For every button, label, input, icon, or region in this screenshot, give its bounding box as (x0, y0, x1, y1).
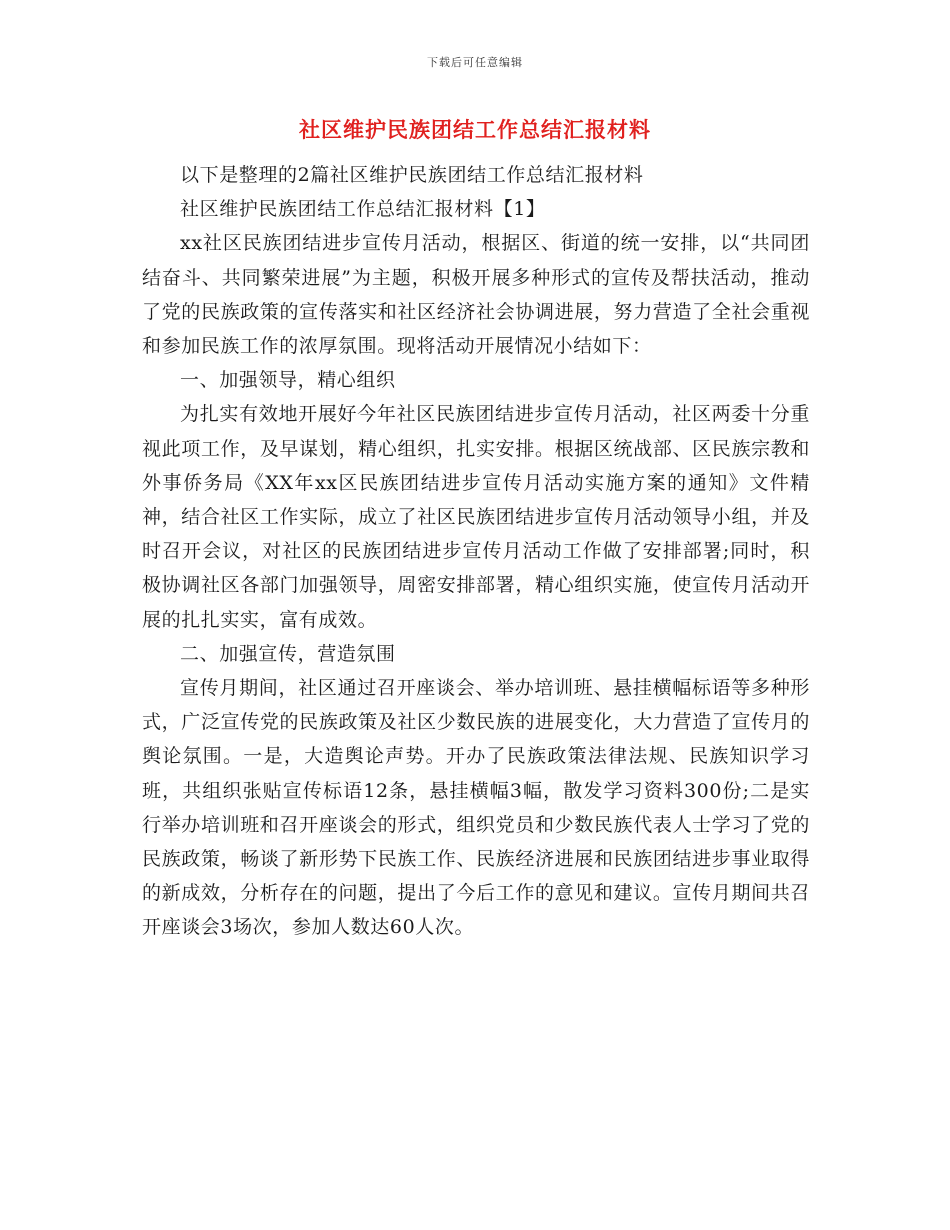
body-paragraph-overview: xx社区民族团结进步宣传月活动，根据区、街道的统一安排，以“共同团结奋斗、共同繁荣进展”为主题，积极开展多种形式的宣传及帮扶活动，推动了党的民族政策的宣传落实和社区经济社会协调进展，努力营造了全社会重视和参加民族工作的浓厚氛围。现将活动开展情况小结如下： (142, 232, 810, 358)
body-paragraph-leadership: 为扎实有效地开展好今年社区民族团结进步宣传月活动，社区两委十分重视此项工作，及早谋划，精心组织，扎实安排。根据区统战部、区民族宗教和外事侨务局《XX年xx区民族团结进步宣传月活动实施方案的通知》文件精神，结合社区工作实际，成立了社区民族团结进步宣传月活动领导小组，并及时召开会议，对社区的民族团结进步宣传月活动工作做了安排部署;同时，积极协调社区各部门加强领导，周密安排部署，精心组织实施，使宣传月活动开展的扎扎实实，富有成效。 (142, 403, 810, 631)
section-heading-part-1: 社区维护民族团结工作总结汇报材料【1】 (180, 198, 546, 221)
section-heading-publicity: 二、加强宣传，营造氛围 (180, 642, 396, 665)
header-note: 下载后可任意编辑 (427, 56, 523, 69)
intro-paragraph: 以下是整理的2篇社区维护民族团结工作总结汇报材料 (180, 164, 644, 186)
body-paragraph-publicity: 宣传月期间，社区通过召开座谈会、举办培训班、悬挂横幅标语等多种形式，广泛宣传党的民族政策及社区少数民族的进展变化，大力营造了宣传月的舆论氛围。一是，大造舆论声势。开办了民族政策法律法规、民族知识学习班，共组织张贴宣传标语12条，悬挂横幅3幅，散发学习资料300份;二是实行举办培训班和召开座谈会的形式，组织党员和少数民族代表人士学习了党的民族政策，畅谈了新形势下民族工作、民族经济进展和民族团结进步事业取得的新成效，分析存在的问题，提出了今后工作的意见和建议。宣传月期间共召开座谈会3场次，参加人数达60人次。 (142, 677, 810, 939)
document-body (142, 158, 810, 945)
document-title: 社区维护民族团结工作总结汇报材料 (299, 117, 651, 142)
section-heading-leadership: 一、加强领导，精心组织 (180, 369, 396, 392)
